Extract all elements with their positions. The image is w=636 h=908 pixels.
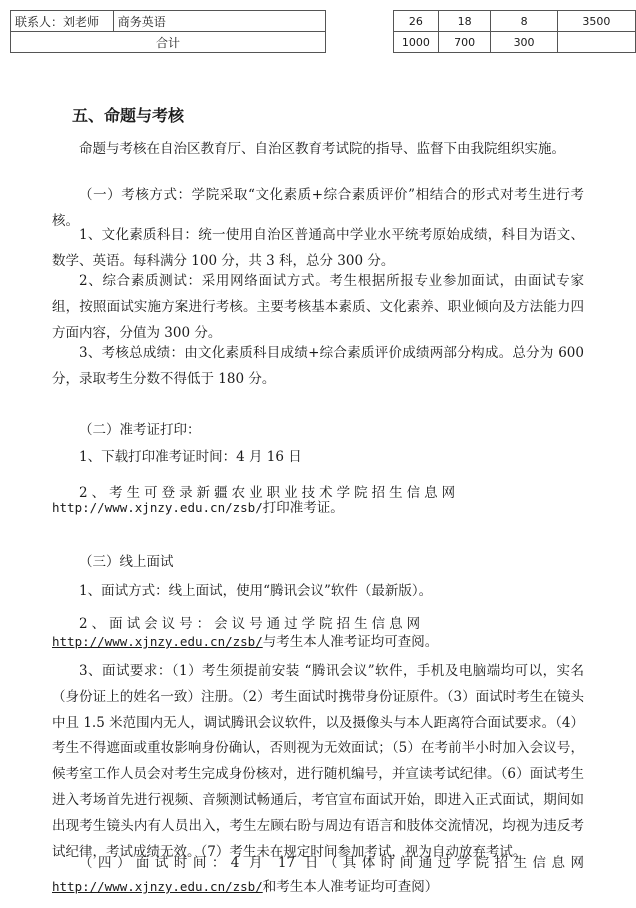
table-cell: 3500 [557, 11, 635, 32]
ticket-url-tail: 打印准考证。 [262, 500, 344, 516]
table-cell: 1000 [394, 32, 439, 53]
interview-heading: （三）线上面试 [79, 554, 174, 570]
ticket-item-2-line2 [52, 495, 584, 521]
exam-item-2: 2、综合素质测试：采用网络面试方式。考生根据所报专业参加面试，由面试专家组，按照面试实施方案进行考核。主要考核基本素质、文化素养、职业倾向及方法能力四方面内容，分值为 300 分。 [52, 273, 584, 341]
meeting-url-tail: 与考生本人准考证均可查阅。 [262, 634, 439, 650]
table-row [11, 11, 636, 32]
interview-time-url-link[interactable]: http://www.xjnzy.edu.cn/zsb/ [52, 879, 263, 894]
ticket-item-2-text: 2、考生可登录新疆农业职业技术学院招生信息网 [79, 485, 460, 501]
table-row [11, 32, 636, 53]
enrollment-table-fragment [10, 10, 636, 53]
exam-item-3: 3、考核总成绩：由文化素质科目成绩+综合素质评价成绩两部分构成。总分为 600 分，录取考生分数不得低于 180 分。 [52, 345, 584, 387]
contact-cell: 联系人：刘老师 [11, 11, 114, 32]
ticket-url[interactable]: http://www.xjnzy.edu.cn/zsb/ [52, 500, 263, 515]
interview-item-3: 3、面试要求：（1）考生须提前安装 “腾讯会议”软件，手机及电脑端均可以，实名（身份证上的姓名一致）注册。（2）考生面试时携带身份证原件。（3）面试时考生在镜头中且 1.5 米范围内无人，调试腾讯会议软件，以及摄像头与本人距离符合面试要求。（4）考生不得遮面或重妆影响身份确认，否则视为无效面试；（5）在考前半小时加入会议号，候考室工作人员会对考生完成身份核对，进行随机编号，并宣读考试纪律。（6）面试考生进入考场首先进行视频、音频测试畅通后，考官宣布面试开始，即进入正式面试，期间如出现考生镜头内有人员出入，考生左顾右盼与周边有语言和肢体交流情况，均视为违反考试纪律，考试成绩无效。（7）考生未在规定时间参加考试，视为自动放弃考试。 [52, 663, 584, 860]
interview-item-1: 1、面试方式：线上面试，使用“腾讯会议”软件（最新版）。 [79, 583, 433, 599]
ticket-item-1: 1、下载打印准考证时间：4 月 16 日 [79, 449, 302, 465]
section-title: 五、命题与考核 [72, 106, 185, 125]
exam-method-heading: （一）考核方式：学院采取“文化素质+综合素质评价”相结合的形式对考生进行考核。 [52, 187, 584, 229]
meeting-url-link[interactable]: http://www.xjnzy.edu.cn/zsb/ [52, 634, 263, 649]
interview-time-tail: 和考生本人准考证均可查阅） [262, 879, 439, 895]
table-cell: 700 [438, 32, 491, 53]
intro-paragraph: 命题与考核在自治区教育厅、自治区教育考试院的指导、监督下由我院组织实施。 [79, 141, 565, 157]
table-cell: 18 [438, 11, 491, 32]
exam-item-1: 1、文化素质科目：统一使用自治区普通高中学业水平统考原始成绩，科目为语文、数学、英语。每科满分 100 分，共 3 科，总分 300 分。 [52, 227, 584, 269]
table-cell [557, 32, 635, 53]
table-cell: 8 [491, 11, 557, 32]
table-cell: 26 [394, 11, 439, 32]
interview-time-text: （四）面试时间：4 月 17 日（具体时间通过学院招生信息网 [79, 855, 584, 871]
table-cell: 300 [491, 32, 557, 53]
total-label-cell: 合计 [11, 32, 326, 53]
interview-time [52, 851, 584, 899]
major-cell: 商务英语 [113, 11, 325, 32]
interview-item-2-text: 2、面试会议号：会议号通过学院招生信息网 [79, 616, 425, 632]
interview-item-2-line2 [52, 629, 584, 655]
ticket-heading: （二）准考证打印： [79, 422, 201, 438]
